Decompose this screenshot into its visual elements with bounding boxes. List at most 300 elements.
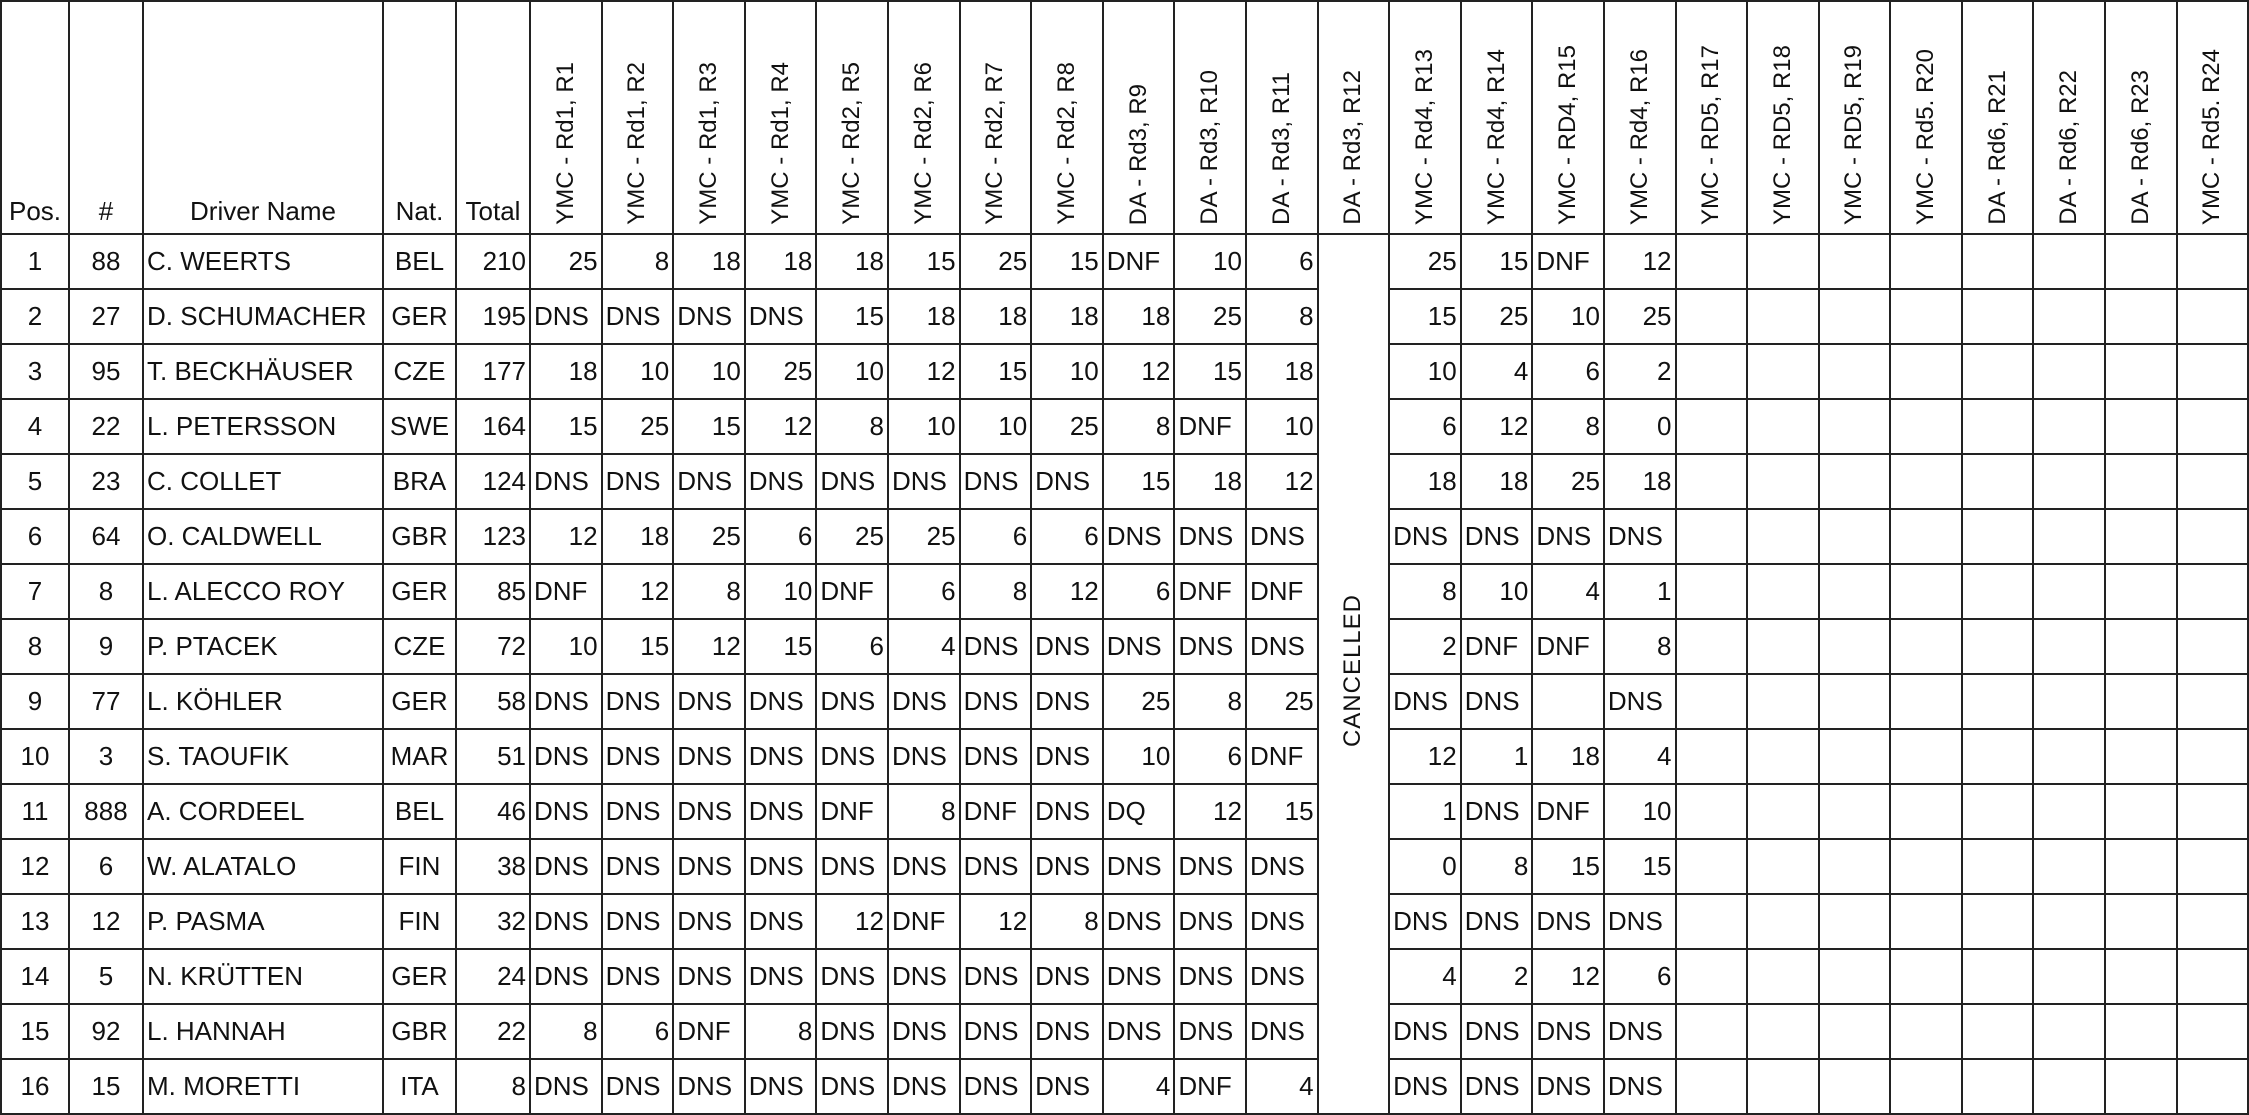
table-row	[1, 839, 2248, 894]
cell-race-result: DNS	[1031, 1059, 1103, 1114]
cell-race-result: 10	[673, 344, 745, 399]
cell-race-result: 15	[1246, 784, 1318, 839]
cell-race-result	[2033, 399, 2105, 454]
cell-race-result	[1747, 674, 1819, 729]
cell-race-result	[1890, 949, 1962, 1004]
cell-race-result: DNS	[816, 674, 888, 729]
cell-race-result: 12	[1103, 344, 1175, 399]
race-header-label: YMC - RD4, R15	[1554, 44, 1582, 225]
cell-num: 6	[69, 839, 143, 894]
cell-race-result	[1676, 289, 1748, 344]
cell-race-result: DNS	[673, 1059, 745, 1114]
cell-race-result	[1676, 729, 1748, 784]
cell-race-result	[1676, 344, 1748, 399]
race-header	[1103, 1, 1175, 234]
cell-race-result	[2105, 619, 2177, 674]
cell-driver-name: W. ALATALO	[143, 839, 383, 894]
cell-race-result	[1890, 619, 1962, 674]
cell-race-result: 12	[1031, 564, 1103, 619]
cell-race-result	[2177, 1004, 2249, 1059]
cell-race-result: 8	[888, 784, 960, 839]
cell-race-result: DNS	[960, 1004, 1032, 1059]
cell-race-result	[1747, 399, 1819, 454]
cell-race-result: 8	[816, 399, 888, 454]
cell-race-result	[1747, 454, 1819, 509]
cell-race-result: 18	[1031, 289, 1103, 344]
cell-race-result: 15	[960, 344, 1032, 399]
cell-pos: 12	[1, 839, 69, 894]
cell-nationality: SWE	[383, 399, 456, 454]
race-header	[1246, 1, 1318, 234]
cell-race-result	[1747, 784, 1819, 839]
cell-race-result	[2177, 1059, 2249, 1114]
cell-race-result: 10	[602, 344, 674, 399]
cell-race-result: 12	[1174, 784, 1246, 839]
cell-race-result	[2033, 564, 2105, 619]
cell-race-result: DNF	[1246, 564, 1318, 619]
cell-race-result: 4	[1389, 949, 1461, 1004]
cell-race-result: DNS	[1532, 509, 1604, 564]
cell-nationality: BEL	[383, 234, 456, 289]
cell-race-result	[1819, 399, 1891, 454]
cell-race-result: 10	[530, 619, 602, 674]
cell-race-result: 25	[1532, 454, 1604, 509]
cell-race-result: 12	[816, 894, 888, 949]
race-header-label: YMC - Rd4, R13	[1410, 48, 1438, 225]
cell-race-result	[1819, 1059, 1891, 1114]
cell-race-result: DNS	[1246, 894, 1318, 949]
race-header-label: DA - Rd6, R23	[2126, 70, 2154, 225]
table-row	[1, 619, 2248, 674]
cell-race-result: DNS	[1389, 1059, 1461, 1114]
cell-total: 72	[456, 619, 530, 674]
cell-race-result	[1676, 619, 1748, 674]
table-row	[1, 399, 2248, 454]
cell-race-result	[1962, 399, 2034, 454]
race-header-label: DA - Rd3, R10	[1196, 70, 1224, 225]
cell-total: 51	[456, 729, 530, 784]
cell-race-result: DNS	[1103, 619, 1175, 674]
table-row	[1, 289, 2248, 344]
cell-total: 32	[456, 894, 530, 949]
cell-pos: 5	[1, 454, 69, 509]
cell-race-result	[1676, 454, 1748, 509]
cell-total: 124	[456, 454, 530, 509]
cell-race-result: DNS	[673, 729, 745, 784]
cell-race-result	[1819, 509, 1891, 564]
cell-race-result: 8	[1389, 564, 1461, 619]
col-driver-header: Driver Name	[143, 1, 383, 234]
cell-num: 9	[69, 619, 143, 674]
cell-race-result: 0	[1389, 839, 1461, 894]
cell-race-result: 25	[745, 344, 817, 399]
cell-race-result: DNS	[960, 1059, 1032, 1114]
cell-race-result	[2033, 1004, 2105, 1059]
cell-race-result: 18	[1389, 454, 1461, 509]
cell-race-result	[1532, 674, 1604, 729]
cell-race-result	[2177, 289, 2249, 344]
cell-race-result: 15	[530, 399, 602, 454]
cell-race-result	[1962, 1004, 2034, 1059]
cell-race-result: 4	[888, 619, 960, 674]
cell-race-result: DNF	[530, 564, 602, 619]
cell-pos: 14	[1, 949, 69, 1004]
cell-race-result: DNS	[888, 454, 960, 509]
table-row	[1, 1059, 2248, 1114]
cell-total: 24	[456, 949, 530, 1004]
cell-race-result	[2177, 234, 2249, 289]
cell-race-result	[1962, 289, 2034, 344]
cell-race-result	[1676, 949, 1748, 1004]
cell-pos: 3	[1, 344, 69, 399]
cell-race-result	[1962, 564, 2034, 619]
cell-race-result: 18	[888, 289, 960, 344]
cell-race-result: 18	[602, 509, 674, 564]
cell-race-result: DNS	[673, 949, 745, 1004]
cell-nationality: BRA	[383, 454, 456, 509]
cell-race-result: DNS	[602, 784, 674, 839]
table-header	[1, 1, 2248, 234]
cell-num: 12	[69, 894, 143, 949]
race-header	[2105, 1, 2177, 234]
cell-race-result: DNS	[530, 784, 602, 839]
cell-num: 77	[69, 674, 143, 729]
cell-race-result: DNS	[1174, 509, 1246, 564]
cell-race-result: 10	[1461, 564, 1533, 619]
cell-race-result	[2177, 454, 2249, 509]
cell-race-result: 1	[1389, 784, 1461, 839]
cell-race-result	[1890, 564, 1962, 619]
cell-race-result	[1819, 674, 1891, 729]
cell-race-result	[1676, 399, 1748, 454]
cell-race-result: DNF	[1532, 784, 1604, 839]
cell-race-result: 10	[1031, 344, 1103, 399]
cell-race-result: DNS	[816, 729, 888, 784]
cell-race-result: DNS	[1103, 509, 1175, 564]
cell-race-result	[2105, 894, 2177, 949]
cell-race-result	[2033, 454, 2105, 509]
cell-race-result: 12	[530, 509, 602, 564]
race-header	[602, 1, 674, 234]
race-header-label: YMC - Rd1, R4	[766, 62, 794, 225]
cell-race-result: 8	[745, 1004, 817, 1059]
cell-race-result: 18	[1174, 454, 1246, 509]
cell-race-result: DNS	[1532, 894, 1604, 949]
cell-race-result: 10	[1103, 729, 1175, 784]
race-header-label: YMC - RD5, R17	[1697, 44, 1725, 225]
cell-pos: 2	[1, 289, 69, 344]
cell-race-result	[2177, 564, 2249, 619]
cell-race-result: 8	[1031, 894, 1103, 949]
cell-race-result: DNF	[816, 564, 888, 619]
cell-race-result	[2105, 949, 2177, 1004]
header-row	[1, 1, 2248, 234]
cell-race-result: 18	[1532, 729, 1604, 784]
race-header	[673, 1, 745, 234]
table-row	[1, 949, 2248, 1004]
cell-race-result: DNS	[1174, 894, 1246, 949]
cell-race-result	[1747, 619, 1819, 674]
cell-race-result: DNS	[888, 839, 960, 894]
cell-total: 58	[456, 674, 530, 729]
cell-race-result	[1890, 399, 1962, 454]
cell-race-result	[1962, 839, 2034, 894]
table-body	[1, 234, 2248, 1114]
table-row	[1, 344, 2248, 399]
cell-race-result	[1962, 1059, 2034, 1114]
cell-race-result	[1962, 894, 2034, 949]
cell-race-result: DNS	[1174, 949, 1246, 1004]
cell-race-result: DNS	[602, 454, 674, 509]
cell-race-result	[1747, 894, 1819, 949]
race-header-label: YMC - RD5, R19	[1840, 44, 1868, 225]
cell-driver-name: L. HANNAH	[143, 1004, 383, 1059]
cell-race-result: DNS	[960, 674, 1032, 729]
cell-race-result: 25	[673, 509, 745, 564]
cell-race-result: 15	[745, 619, 817, 674]
cell-race-result: 8	[1103, 399, 1175, 454]
cell-race-result: DNS	[602, 949, 674, 1004]
cell-race-result: 25	[1103, 674, 1175, 729]
cell-race-result: 8	[1246, 289, 1318, 344]
cell-race-result	[2033, 344, 2105, 399]
cell-race-result: 10	[1174, 234, 1246, 289]
cell-race-result: 12	[1604, 234, 1676, 289]
cell-race-result	[2177, 949, 2249, 1004]
cell-race-result	[1890, 289, 1962, 344]
cell-race-result: 18	[1103, 289, 1175, 344]
cell-race-result	[1890, 729, 1962, 784]
race-header-label: DA - Rd6, R22	[2055, 70, 2083, 225]
cell-nationality: MAR	[383, 729, 456, 784]
race-header-label: DA - Rd3, R11	[1267, 72, 1295, 225]
race-header	[1461, 1, 1533, 234]
cell-race-result	[2105, 399, 2177, 454]
cell-race-result: 15	[888, 234, 960, 289]
cell-race-result: DNS	[1031, 619, 1103, 674]
cell-race-result	[2177, 729, 2249, 784]
cell-race-result: DNS	[960, 619, 1032, 674]
cell-race-result: 6	[1246, 234, 1318, 289]
cell-race-result: DNS	[745, 729, 817, 784]
cell-race-result	[1676, 839, 1748, 894]
cell-race-result: 6	[1174, 729, 1246, 784]
cell-race-result: DNS	[960, 949, 1032, 1004]
cell-race-result	[1819, 894, 1891, 949]
race-header	[1747, 1, 1819, 234]
cell-pos: 13	[1, 894, 69, 949]
cell-race-result: 8	[960, 564, 1032, 619]
cell-driver-name: S. TAOUFIK	[143, 729, 383, 784]
race-header	[1389, 1, 1461, 234]
table-row	[1, 454, 2248, 509]
cell-race-result	[1819, 729, 1891, 784]
cell-race-result: 25	[888, 509, 960, 564]
cell-race-result: 4	[1246, 1059, 1318, 1114]
cell-total: 195	[456, 289, 530, 344]
cell-race-result	[1676, 1059, 1748, 1114]
cell-race-result: 8	[530, 1004, 602, 1059]
cell-race-result: DNS	[673, 289, 745, 344]
cell-num: 64	[69, 509, 143, 564]
cell-race-result: 2	[1389, 619, 1461, 674]
cell-driver-name: O. CALDWELL	[143, 509, 383, 564]
cell-race-result: DNS	[1174, 839, 1246, 894]
cell-race-result: 12	[888, 344, 960, 399]
race-header-label: YMC - Rd2, R7	[981, 62, 1009, 225]
table-row	[1, 784, 2248, 839]
cell-race-result: DNS	[602, 674, 674, 729]
cell-race-result: 10	[816, 344, 888, 399]
cell-race-result: DNS	[816, 1059, 888, 1114]
cancelled-race-cell	[1318, 234, 1390, 1114]
cell-race-result	[1962, 509, 2034, 564]
cell-total: 8	[456, 1059, 530, 1114]
cell-race-result	[2033, 1059, 2105, 1114]
cell-race-result: DNS	[530, 894, 602, 949]
table-row	[1, 564, 2248, 619]
race-header-label: YMC - Rd1, R2	[623, 62, 651, 225]
cell-race-result	[2177, 674, 2249, 729]
cell-race-result: 1	[1461, 729, 1533, 784]
cell-pos: 10	[1, 729, 69, 784]
cell-nationality: GBR	[383, 509, 456, 564]
race-header	[530, 1, 602, 234]
cell-num: 8	[69, 564, 143, 619]
cell-race-result	[2105, 729, 2177, 784]
cell-race-result: 12	[745, 399, 817, 454]
table-row	[1, 894, 2248, 949]
cell-race-result: DNS	[1246, 509, 1318, 564]
cell-race-result: 12	[673, 619, 745, 674]
cell-race-result: 1	[1604, 564, 1676, 619]
race-header-label: YMC - Rd4, R14	[1482, 48, 1510, 225]
race-header-label: YMC - Rd2, R6	[909, 62, 937, 225]
cell-nationality: GER	[383, 674, 456, 729]
cell-race-result	[1890, 839, 1962, 894]
cell-race-result	[2105, 564, 2177, 619]
cell-race-result	[1819, 619, 1891, 674]
cell-race-result: 2	[1461, 949, 1533, 1004]
cell-race-result: DNS	[745, 674, 817, 729]
cell-race-result	[1747, 949, 1819, 1004]
cell-race-result: 12	[1532, 949, 1604, 1004]
cell-race-result: 18	[530, 344, 602, 399]
race-header	[1318, 1, 1390, 234]
cell-pos: 4	[1, 399, 69, 454]
cell-race-result: DNS	[1103, 894, 1175, 949]
cell-race-result: DNS	[530, 454, 602, 509]
cell-race-result	[1962, 344, 2034, 399]
cell-num: 23	[69, 454, 143, 509]
cell-race-result	[1676, 784, 1748, 839]
race-header	[745, 1, 817, 234]
cell-race-result: DNS	[1103, 949, 1175, 1004]
cell-race-result: 15	[1174, 344, 1246, 399]
cell-race-result: 18	[673, 234, 745, 289]
cell-race-result	[1890, 344, 1962, 399]
cell-race-result: 6	[1532, 344, 1604, 399]
cell-race-result: 10	[1532, 289, 1604, 344]
cell-race-result	[1819, 1004, 1891, 1059]
cell-race-result: DNS	[530, 729, 602, 784]
cell-driver-name: L. PETERSSON	[143, 399, 383, 454]
cell-race-result	[1747, 729, 1819, 784]
cell-nationality: GER	[383, 949, 456, 1004]
cell-race-result: 12	[1389, 729, 1461, 784]
cell-race-result: DNS	[602, 839, 674, 894]
cell-race-result	[2105, 674, 2177, 729]
cell-total: 177	[456, 344, 530, 399]
cell-race-result: DNS	[602, 1059, 674, 1114]
cell-race-result	[1890, 1004, 1962, 1059]
cell-num: 88	[69, 234, 143, 289]
cell-race-result: DNS	[673, 784, 745, 839]
cell-race-result: 25	[1461, 289, 1533, 344]
cell-driver-name: A. CORDEEL	[143, 784, 383, 839]
cell-race-result	[1962, 619, 2034, 674]
race-header-label: DA - Rd3, R9	[1124, 83, 1152, 225]
cell-nationality: ITA	[383, 1059, 456, 1114]
cell-pos: 15	[1, 1004, 69, 1059]
cell-race-result	[2105, 344, 2177, 399]
cell-race-result: DNS	[673, 674, 745, 729]
cell-race-result	[1676, 509, 1748, 564]
cell-race-result: DNS	[888, 674, 960, 729]
cell-race-result: 8	[1604, 619, 1676, 674]
cell-race-result: DNS	[1461, 1004, 1533, 1059]
cell-race-result	[2033, 729, 2105, 784]
cell-race-result: DNS	[602, 289, 674, 344]
cell-total: 164	[456, 399, 530, 454]
cell-driver-name: T. BECKHÄUSER	[143, 344, 383, 399]
cell-race-result	[2105, 234, 2177, 289]
cell-race-result: DNS	[745, 289, 817, 344]
cell-race-result: 25	[1604, 289, 1676, 344]
cell-race-result: DNS	[1461, 1059, 1533, 1114]
cell-race-result: 10	[1246, 399, 1318, 454]
cell-race-result	[1747, 1004, 1819, 1059]
cell-race-result: DNS	[1461, 509, 1533, 564]
cell-race-result: DNS	[530, 949, 602, 1004]
cell-race-result	[1819, 949, 1891, 1004]
cell-race-result: 6	[960, 509, 1032, 564]
cell-race-result	[1890, 784, 1962, 839]
table-row	[1, 234, 2248, 289]
cell-race-result: DNF	[1174, 399, 1246, 454]
cell-race-result	[2033, 289, 2105, 344]
cell-race-result: 15	[673, 399, 745, 454]
col-total-header: Total	[456, 1, 530, 234]
cell-race-result	[1676, 234, 1748, 289]
cell-race-result: DNS	[673, 839, 745, 894]
cell-race-result: DNS	[1604, 1004, 1676, 1059]
cell-num: 15	[69, 1059, 143, 1114]
cell-race-result: DNF	[1174, 564, 1246, 619]
cell-race-result	[2177, 839, 2249, 894]
cell-race-result: DNS	[530, 839, 602, 894]
cell-race-result: DNS	[816, 1004, 888, 1059]
cell-race-result	[2105, 289, 2177, 344]
cell-race-result: 6	[1604, 949, 1676, 1004]
cell-driver-name: P. PTACEK	[143, 619, 383, 674]
cell-race-result: 6	[745, 509, 817, 564]
col-nat-header: Nat.	[383, 1, 456, 234]
cell-num: 22	[69, 399, 143, 454]
race-header-label: YMC - Rd2, R8	[1052, 62, 1080, 225]
cell-race-result: 25	[1174, 289, 1246, 344]
cell-race-result: 8	[1532, 399, 1604, 454]
